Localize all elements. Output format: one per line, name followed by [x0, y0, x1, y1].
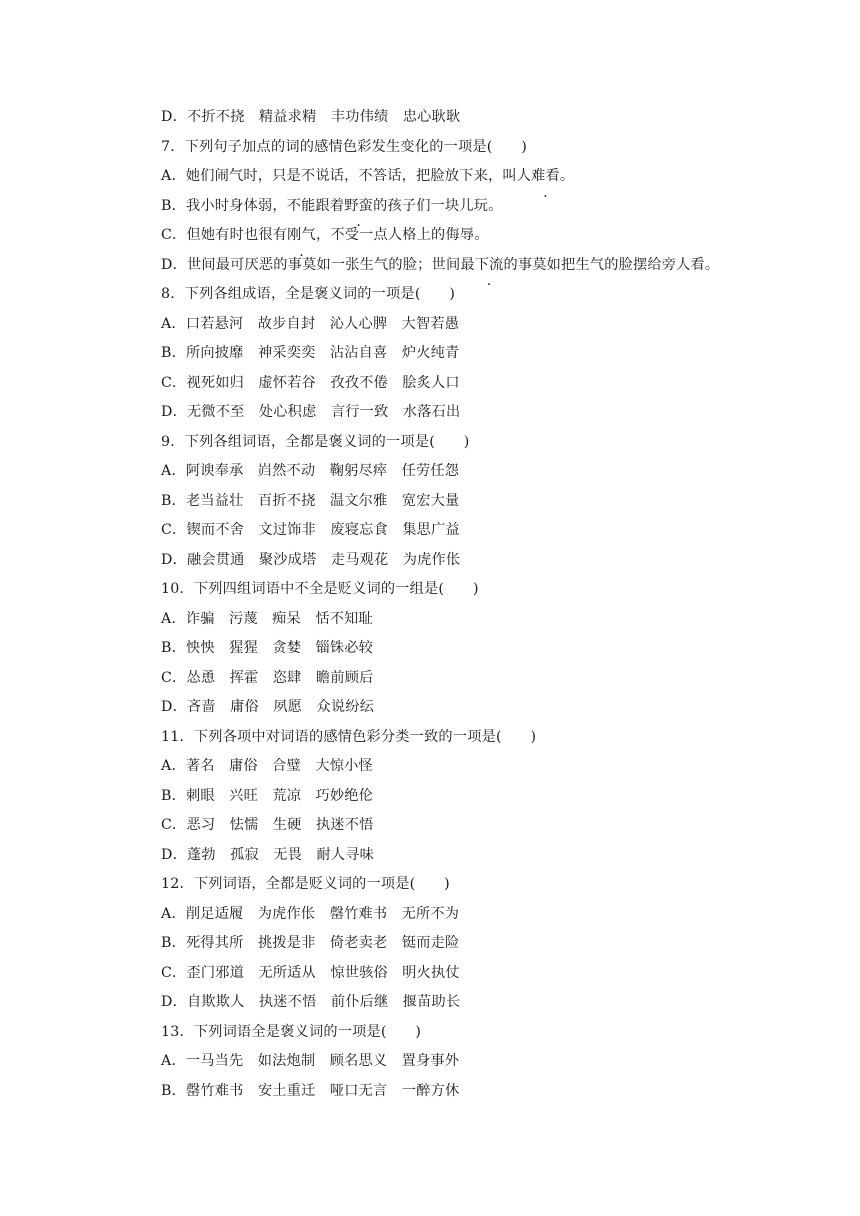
question-line: 9．下列各组词语，全都是褒义词的一项是( ) — [161, 433, 470, 450]
option-line: A．削足适履 为虎作伥 罄竹难书 无所不为 — [161, 905, 460, 922]
emphasized-word: 下流 — [474, 256, 504, 273]
question-list — [161, 103, 821, 1106]
option-line — [161, 251, 821, 281]
text-segment: 。 — [559, 168, 575, 184]
text-segment: A．她们闹气时，只是不说话，不答话，把脸放下来，叫人 — [161, 168, 532, 184]
text-segment: C．但她有时也很有 — [161, 227, 288, 243]
option-line: A．一马当先 如法炮制 顾名思义 置身事外 — [161, 1053, 460, 1069]
option-line: A．著名 庸俗 合璧 大惊小怪 — [161, 758, 373, 774]
option-line: B．刺眼 兴旺 荒凉 巧妙绝伦 — [161, 787, 374, 804]
question-line: 12．下列词语，全都是贬义词的一项是( ) — [161, 876, 450, 892]
emphasized-word: 难看 — [531, 168, 560, 184]
text-segment: D．世间最可厌恶的事莫如一张生气的脸；世间最 — [161, 256, 475, 273]
option-line: B．怏怏 猩猩 贪婪 锱铢必较 — [161, 640, 374, 656]
option-line: D．不折不挠 精益求精 丰功伟绩 忠心耿耿 — [161, 109, 461, 125]
option-line: A．阿谀奉承 岿然不动 鞠躬尽瘁 任劳任怨 — [161, 463, 460, 479]
question-line: 8．下列各组成语，全是褒义词的一项是( ) — [161, 286, 456, 302]
text-segment: 的事莫如把生气的脸摆给旁人看。 — [503, 256, 720, 273]
option-line — [161, 192, 821, 222]
question-line: 10．下列四组词语中不全是贬义词的一组是( ) — [161, 581, 479, 597]
text-segment: ，不受一点人格上的侮辱。 — [315, 227, 489, 243]
text-segment: B．我小时身体弱，不能跟着 — [161, 197, 345, 214]
option-line: D．无微不至 处心积虑 言行一致 水落石出 — [161, 404, 461, 420]
option-line: A．口若悬河 故步自封 沁人心脾 大智若愚 — [161, 315, 460, 332]
option-line: C．锲而不舍 文过饰非 废寝忘食 集思广益 — [161, 522, 460, 538]
option-line: C．歪门邪道 无所适从 惊世骇俗 明火执仗 — [161, 964, 460, 981]
option-line: B．所向披靡 神采奕奕 沾沾自喜 炉火纯青 — [161, 345, 460, 361]
question-line: 11．下列各项中对词语的感情色彩分类一致的一项是( ) — [161, 728, 537, 745]
question-line: 13．下列词语全是褒义词的一项是( ) — [161, 1023, 422, 1040]
text-segment: 的孩子们一块儿玩。 — [373, 197, 503, 214]
option-line: C．视死如归 虚怀若谷 孜孜不倦 脍炙人口 — [161, 374, 460, 391]
option-line: D．自欺欺人 执迷不悟 前仆后继 揠苗助长 — [161, 994, 461, 1010]
option-line: D．融会贯通 聚沙成塔 走马观花 为虎作伥 — [161, 551, 461, 568]
emphasized-word: 野蛮 — [344, 197, 374, 214]
option-line: C．恶习 怯懦 生硬 执迷不悟 — [161, 817, 374, 833]
option-line: B．死得其所 挑拨是非 倚老卖老 铤而走险 — [161, 935, 460, 951]
option-line: B．罄竹难书 安土重迁 哑口无言 一醉方休 — [161, 1082, 460, 1099]
option-line: C．怂恿 挥霍 恣肆 瞻前顾后 — [161, 669, 374, 686]
option-line: D．蓬勃 孤寂 无畏 耐人寻味 — [161, 846, 375, 863]
question-line: 7．下列句子加点的词的感情色彩发生变化的一项是( ) — [161, 138, 527, 155]
option-line — [161, 221, 821, 251]
option-line — [161, 162, 821, 192]
option-line: B．老当益壮 百折不挠 温文尔雅 宽宏大量 — [161, 492, 460, 509]
option-line: D．吝啬 庸俗 夙愿 众说纷纭 — [161, 699, 375, 715]
emphasized-word: 刚气 — [287, 227, 316, 243]
option-line: A．诈骗 污蔑 痴呆 恬不知耻 — [161, 610, 373, 627]
